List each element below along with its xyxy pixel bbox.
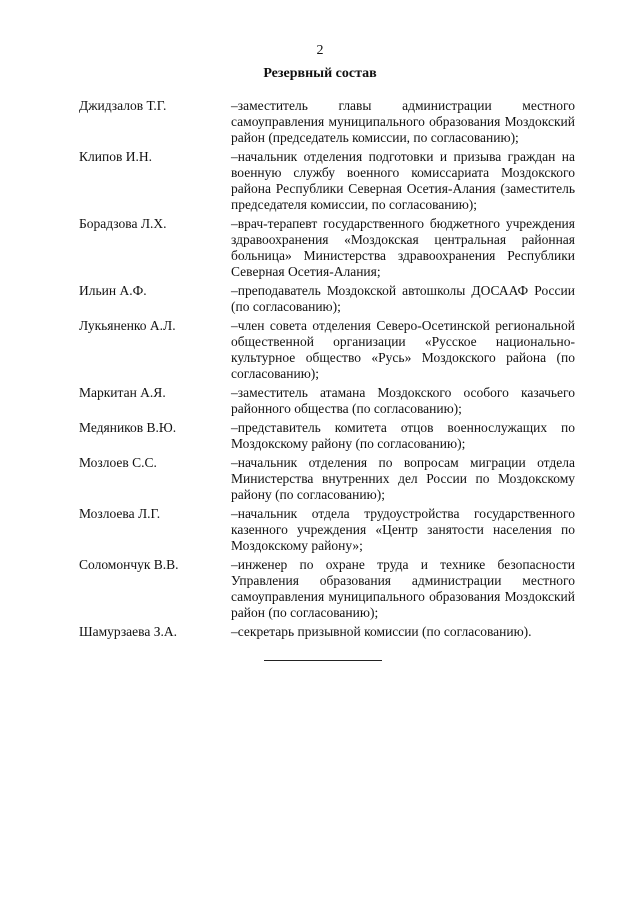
member-name: Мозлоева Л.Г.	[79, 506, 161, 521]
member-row	[79, 318, 575, 382]
member-role: –инженер по охране труда и технике безопасности Управления образования администрации местного самоуправления муниципального образования Моздокский район (по согласованию);	[231, 557, 575, 620]
member-row	[79, 506, 575, 554]
member-name: Борадзова Л.Х.	[79, 216, 167, 231]
member-name: Клипов И.Н.	[79, 149, 152, 164]
end-divider-line	[264, 660, 382, 661]
member-role: –начальник отделения по вопросам миграции отдела Министерства внутренних дел России по Моздокскому району (по согласованию);	[231, 455, 575, 502]
member-name: Соломончук В.В.	[79, 557, 179, 572]
member-row	[79, 455, 575, 503]
page-title: Резервный состав	[263, 66, 377, 81]
member-row	[79, 420, 575, 452]
member-row	[79, 98, 575, 146]
member-role: –начальник отделения подготовки и призыва граждан на военную службу военного комиссариата Моздокского района Республики Северная Осетия-Алания (заместитель председателя комиссии, по согласованию);	[231, 149, 575, 212]
member-name: Лукьяненко А.Л.	[79, 318, 176, 333]
member-row	[79, 557, 575, 621]
member-name: Мозлоев С.С.	[79, 455, 157, 470]
member-role: –представитель комитета отцов военнослужащих по Моздокскому району (по согласованию);	[231, 420, 575, 451]
page-number: 2	[316, 43, 324, 58]
member-role: –секретарь призывной комиссии (по согласованию).	[231, 624, 532, 639]
member-role: –врач-терапевт государственного бюджетного учреждения здравоохранения «Моздокская центральная районная больница» Министерства здравоохранения Республики Северная Осетия-Алания;	[231, 216, 575, 279]
member-row	[79, 624, 575, 640]
member-name: Джидзалов Т.Г.	[79, 98, 167, 113]
member-row	[79, 283, 575, 315]
member-name: Медяников В.Ю.	[79, 420, 177, 435]
member-name: Ильин А.Ф.	[79, 283, 147, 298]
members-list	[79, 98, 575, 643]
member-role: –заместитель атамана Моздокского особого казачьего районного общества (по согласованию);	[231, 385, 575, 416]
member-row	[79, 149, 575, 213]
member-row	[79, 216, 575, 280]
member-name: Маркитан А.Я.	[79, 385, 166, 400]
member-row	[79, 385, 575, 417]
member-name: Шамурзаева З.А.	[79, 624, 177, 639]
member-role: –член совета отделения Северо-Осетинской региональной общественной организации «Русское национально-культурное общество «Русь» Моздокского района (по согласованию);	[231, 318, 575, 381]
member-role: –преподаватель Моздокской автошколы ДОСААФ России (по согласованию);	[231, 283, 575, 314]
member-role: –заместитель главы администрации местного самоуправления муниципального образования Моздокский район (председатель комиссии, по согласованию);	[231, 98, 575, 145]
member-role: –начальник отдела трудоустройства государственного казенного учреждения «Центр занятости населения по Моздокскому району»;	[231, 506, 575, 553]
